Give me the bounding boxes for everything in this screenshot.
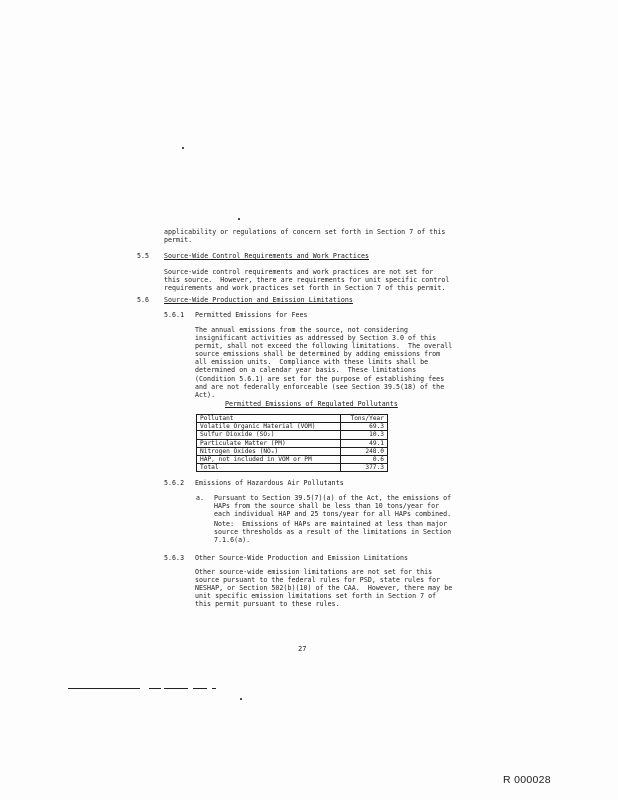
page-number: 27	[298, 645, 307, 653]
section-5-5-title: Source-Wide Control Requirements and Work Practices	[164, 252, 370, 260]
body-line: 7.1.6(a).	[214, 536, 251, 545]
table-cell: Particulate Matter (PM)	[197, 439, 341, 447]
section-5-6-1-title: Permitted Emissions for Fees	[195, 311, 308, 319]
item-a-body	[214, 494, 451, 518]
table-cell: 0.6	[340, 456, 388, 464]
table-cell: 10.3	[340, 431, 388, 439]
section-5-6-2-title: Emissions of Hazardous Air Pollutants	[195, 479, 344, 487]
table-header-cell: Pollutant	[197, 415, 341, 423]
section-5-6-2-number: 5.6.2	[164, 479, 185, 487]
section-5-6-number: 5.6	[137, 296, 150, 304]
table-cell: Volatile Organic Material (VOM)	[197, 423, 341, 431]
table-row	[197, 431, 388, 439]
body-line: requirements and work practices set forth in Section 7 of this permit.	[164, 284, 446, 293]
table-row	[197, 423, 388, 431]
intro-line: permit.	[164, 236, 193, 245]
table-cell: 49.1	[340, 439, 388, 447]
body-line: Act).	[195, 390, 216, 399]
table-cell: Total	[197, 464, 341, 472]
body-line: Other source-wide emission limitations are not set for this	[195, 568, 433, 576]
body-line: determined on a calendar year basis. These limitations	[195, 366, 417, 375]
body-line: The annual emissions from the source, not considering	[195, 326, 409, 334]
footer-rule	[193, 688, 207, 689]
section-5-5-number: 5.5	[137, 252, 150, 260]
footer-rule	[68, 688, 140, 689]
body-line: (Condition 5.6.1) are set for the purpose of establishing fees	[195, 374, 445, 383]
table-cell: 69.3	[340, 423, 388, 431]
body-line: unit specific emission limitations set forth in Section 7 of	[195, 592, 437, 601]
section-5-6-title: Source-Wide Production and Emission Limitations	[164, 296, 353, 304]
body-line: source thresholds as a result of the limitations in Section	[214, 528, 452, 537]
body-line: all emission units. Compliance with these limits shall be	[195, 358, 429, 367]
table-cell: 377.3	[340, 464, 388, 472]
table-cell: Nitrogen Oxides (NOₓ)	[197, 447, 341, 455]
body-line: this source. However, there are requirements for unit specific control	[164, 276, 450, 285]
body-line: Pursuant to Section 39.5(7)(a) of the Act, the emissions of	[214, 494, 452, 502]
body-line: source pursuant to the federal rules for PSD, state rules for	[195, 576, 441, 585]
table-caption: Permitted Emissions of Regulated Pollutants	[225, 400, 398, 408]
bates-number: R 000028	[503, 774, 551, 786]
body-line: NESHAP, or Section 502(b)(10) of the CAA. However, there may be	[195, 584, 453, 593]
section-5-5-body	[164, 268, 449, 292]
footer-rule	[164, 688, 188, 689]
table-cell: Sulfur Dioxide (SO₂)	[197, 431, 341, 439]
intro-paragraph	[164, 228, 445, 244]
section-5-6-3-title: Other Source-Wide Production and Emission Limitations	[195, 554, 409, 562]
intro-line: applicability or regulations of concern set forth in Section 7 of this	[164, 228, 446, 236]
table-row	[197, 439, 388, 447]
table-cell: HAP, not included in VOM or PM	[197, 456, 341, 464]
body-line: and are not federally enforceable (see Section 39.5(18) of the	[195, 382, 445, 391]
body-line: this permit pursuant to these rules.	[195, 600, 340, 609]
emissions-table	[196, 414, 388, 472]
item-a-marker: a.	[196, 494, 205, 502]
section-5-6-1-body	[195, 326, 452, 399]
body-line: Note: Emissions of HAPs are maintained at less than major	[214, 520, 448, 528]
body-line: each individual HAP and 25 tons/year for all HAPs combined.	[214, 510, 452, 519]
body-line: permit, shall not exceed the following limitations. The overall	[195, 342, 453, 351]
section-5-6-3-number: 5.6.3	[164, 554, 185, 562]
note-body	[214, 520, 451, 544]
scan-speck	[240, 698, 242, 700]
body-line: Source-wide control requirements and work practices are not set for	[164, 268, 434, 276]
body-line: HAPs from the source shall be less than 10 tons/year for	[214, 502, 440, 511]
table-row	[197, 447, 388, 455]
table-header-cell: Tons/Year	[340, 415, 388, 423]
table-header-row	[197, 415, 388, 423]
scan-speck	[182, 147, 184, 149]
section-5-6-1-number: 5.6.1	[164, 311, 185, 319]
footer-rule	[149, 688, 161, 689]
section-5-6-3-body	[195, 568, 452, 608]
footer-rule	[212, 688, 216, 689]
table-row	[197, 456, 388, 464]
table-row	[197, 464, 388, 472]
table-cell: 248.0	[340, 447, 388, 455]
body-line: source emissions shall be determined by adding emissions from	[195, 350, 441, 359]
body-line: insignificant activities as addressed by Section 3.0 of this	[195, 334, 437, 343]
scan-speck	[238, 218, 240, 220]
